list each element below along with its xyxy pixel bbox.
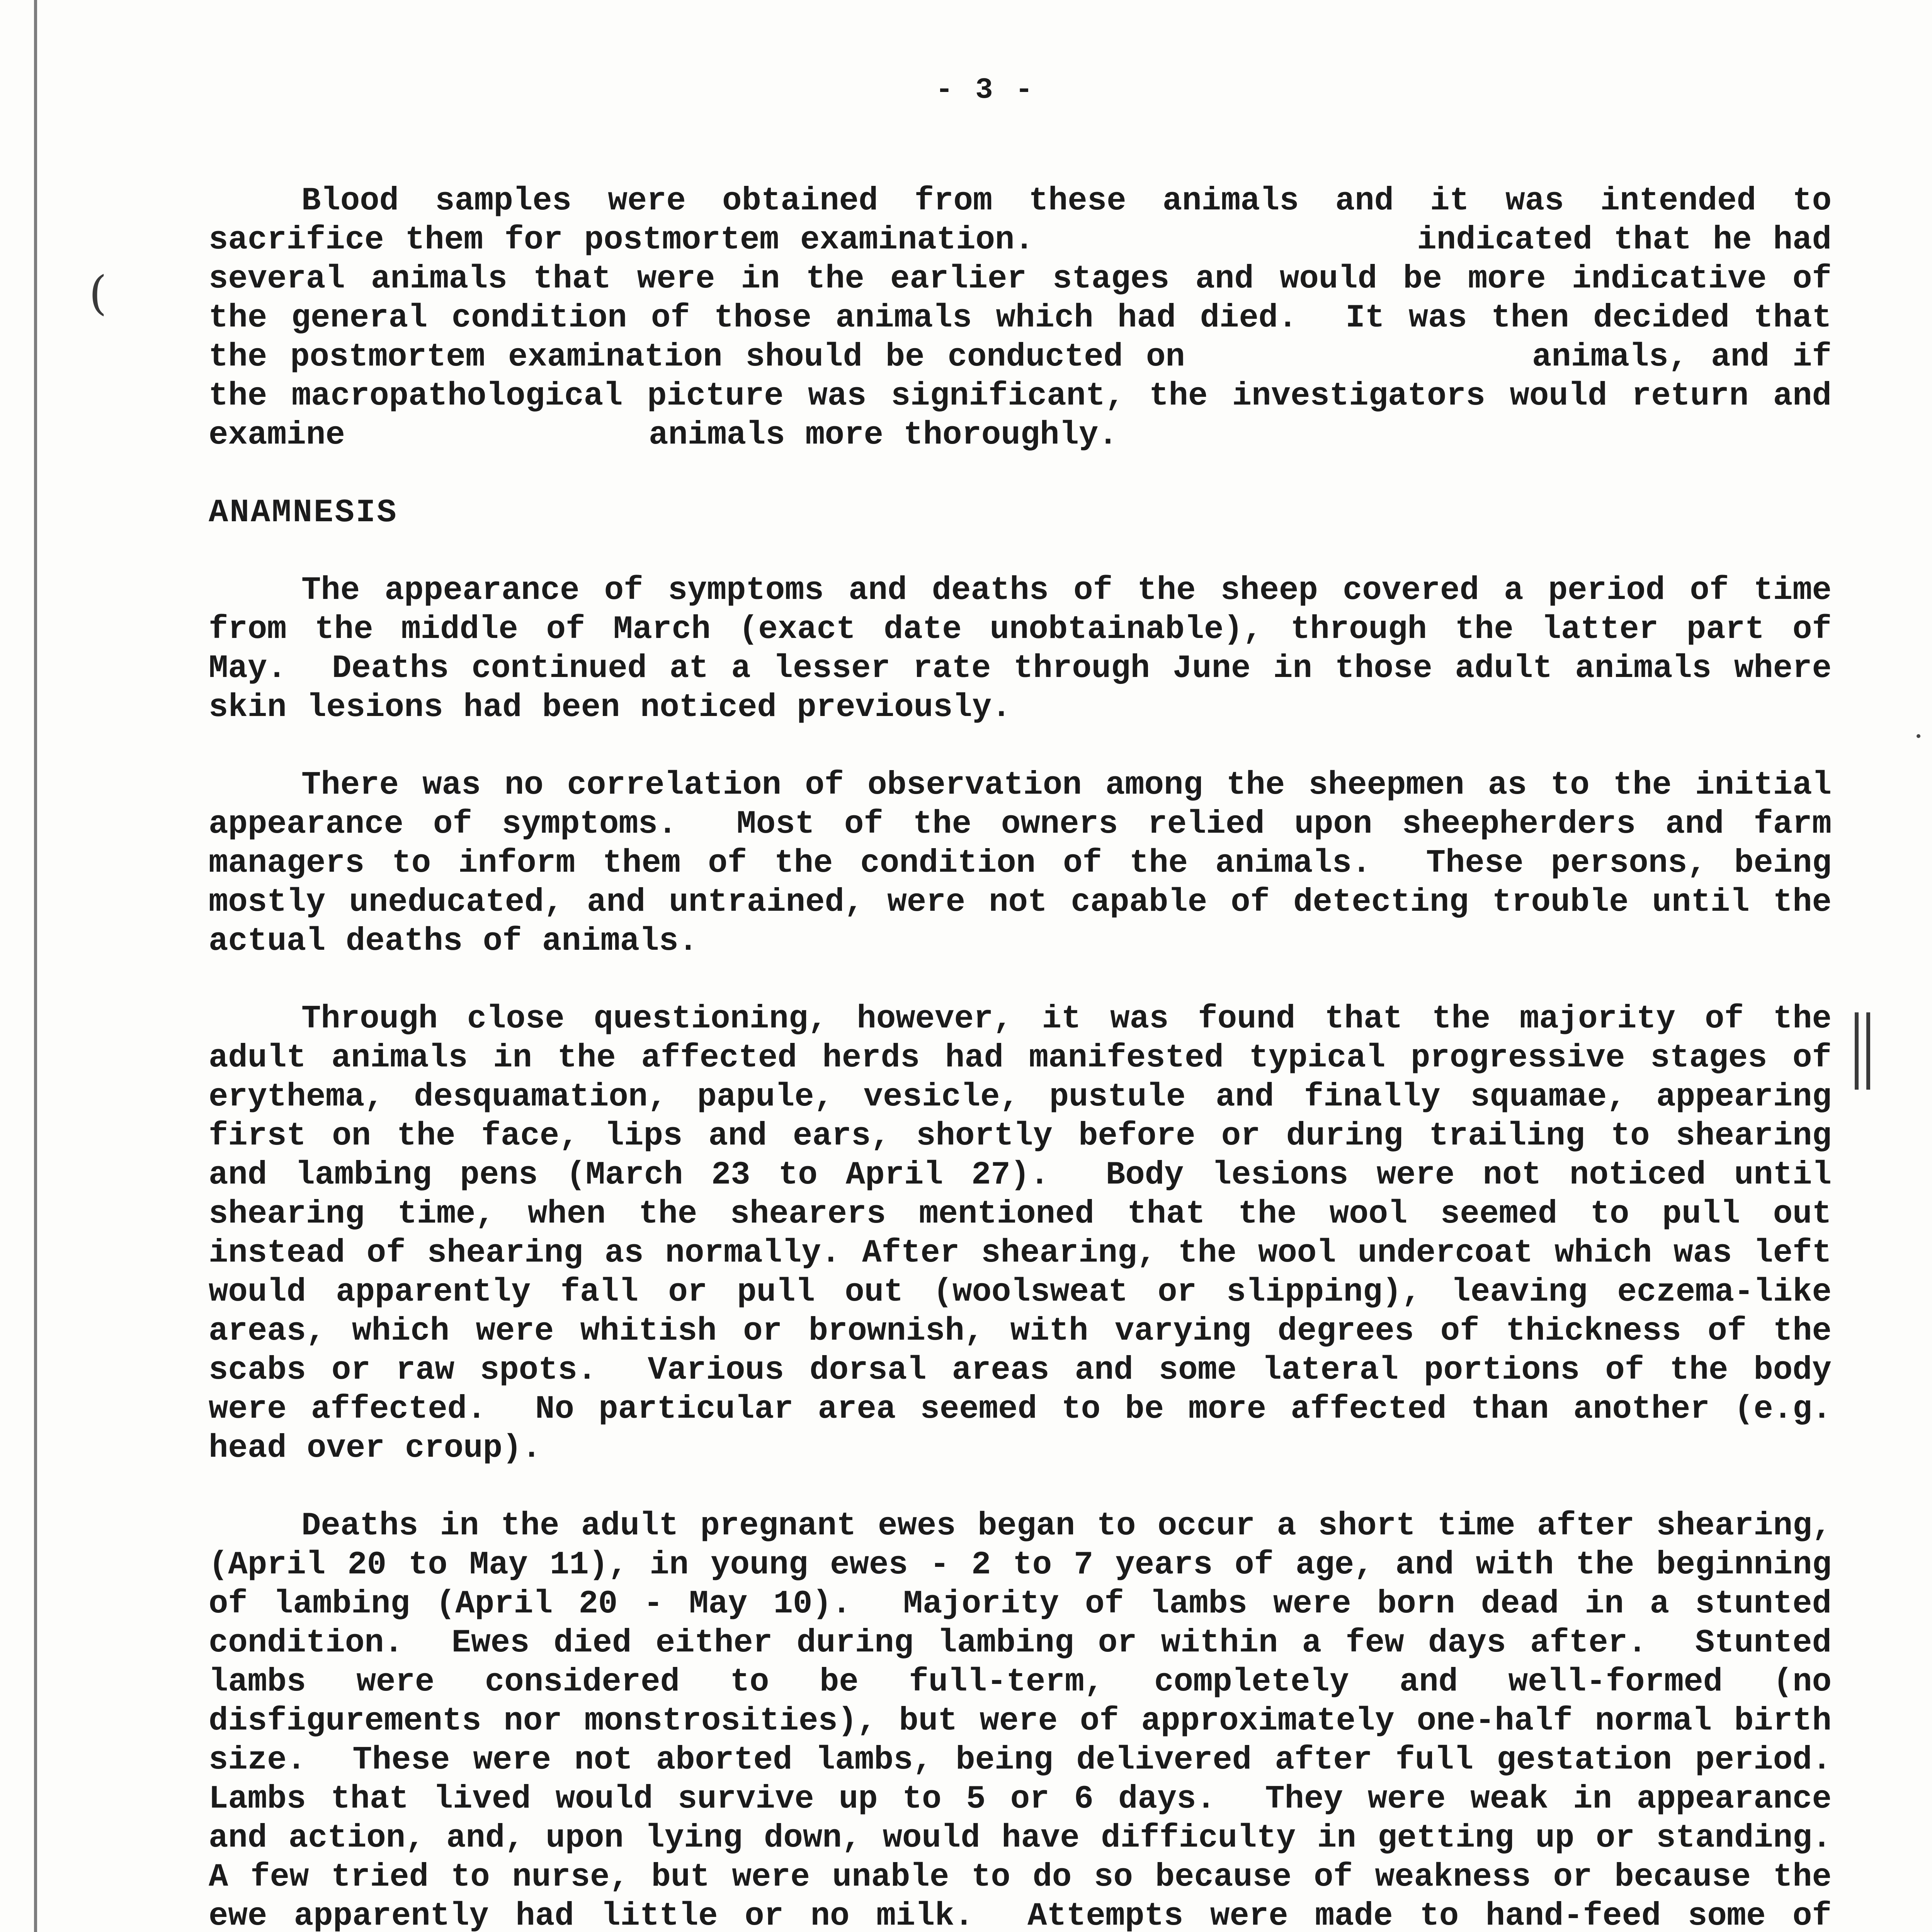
margin-bracket-mark: ( <box>89 267 107 320</box>
document-body <box>209 182 1852 1932</box>
margin-vertical-mark <box>1855 1012 1859 1090</box>
paragraph-symptom-period: The appearance of symptoms and deaths of the sheep covered a period of time from the middle of March (exact date unobtainable), through the latter part of May. Deaths continued at a lesser rate through June in those adult animals where skin lesions had been noticed previously. <box>209 572 1852 726</box>
paragraph-close-questioning: Through close questioning, however, it was found that the majority of the adult animals in the affected herds had manifested typical progressive stages of erythema, desquamation, papule, vesicle, pustule and finally squamae, appearing first on the face, lips and ears, shortly before or during trailing to shearing and lambing pens (March 23 to April 27). Body lesions were not noticed until shearing time, when the shearers mentioned that the wool seemed to pull out instead of shearing as normally. After shearing, the wool undercoat which was left would apparently fall or pull out (woolsweat or slipping), leaving eczema-like areas, which were whitish or brownish, with varying degrees of thickness of the scabs or raw spots. Various dorsal areas and some lateral portions of the body were affected. No particular area seemed to be more affected than another (e.g. head over croup). <box>209 1001 1852 1467</box>
scan-left-edge-line <box>34 0 37 1932</box>
section-heading-anamnesis: ANAMNESIS <box>209 495 398 531</box>
paragraph-blood-samples: Blood samples were obtained from these animals and it was intended to sacrifice them for postmortem examination. indicated that he had several animals that were in the earlier stages and would be more indicative of the general condition of those animals which had died. It was then decided that the postmortem examination should be conducted on animals, and if the macropathological picture was significant, the investigators would return and examine animals more thoroughly. <box>209 183 1852 454</box>
scan-speck <box>1917 734 1920 738</box>
margin-vertical-mark <box>1866 1012 1870 1090</box>
page-number-header: - 3 - <box>935 73 1036 107</box>
paragraph-deaths-pregnant-ewes: Deaths in the adult pregnant ewes began to occur a short time after shearing, (April 20 to May 11), in young ewes - 2 to 7 years of age, and with the beginning of lambing (April 20 - May 10). Majority of lambs were born dead in a stunted condition. Ewes died either during lambing or within a few days after. Stunted lambs were considered to be full-term, completely and well-formed (no disfigurements nor monstrosities), but were of approximately one-half normal birth size. These were not aborted lambs, being delivered after full gestation period. Lambs that lived would survive up to 5 or 6 days. They were weak in appearance and action, and, upon lying down, would have difficulty in getting up or standing. A few tried to nurse, but were unable to do so because of weakness or because the ewe apparently had little or no milk. Attempts were made to hand-feed some of <box>209 1508 1832 1932</box>
paragraph-no-correlation: There was no correlation of observation among the sheepmen as to the initial appearance of symptoms. Most of the owners relied upon sheepherders and farm managers to inform them of the condition of the animals. These persons, being mostly uneducated, and untrained, were not capable of detecting trouble until the actual deaths of animals. <box>209 767 1852 960</box>
